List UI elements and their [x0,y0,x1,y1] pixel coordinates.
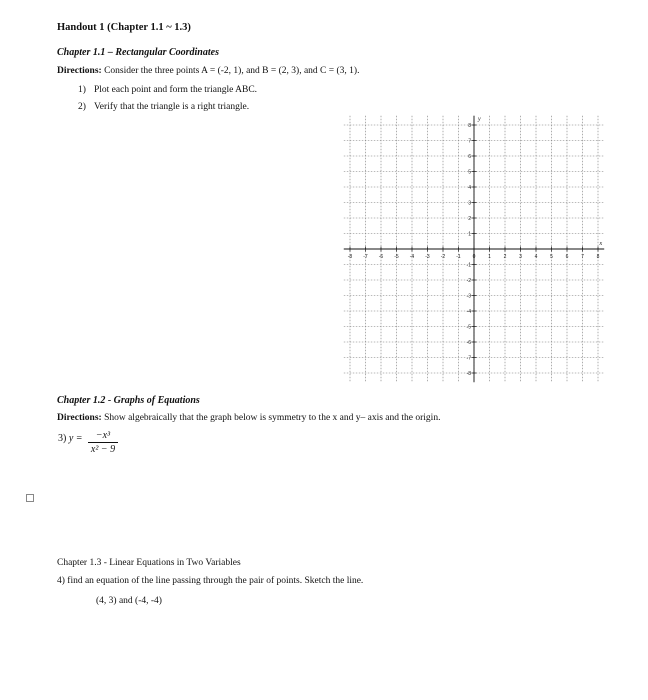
section3-problem: 4) find an equation of the line passing through the pair of points. Sketch the line. [57,576,364,586]
list-item [78,102,249,112]
directions-text: Consider the three points A = (-2, 1), and B = (2, 3), and C = (3, 1). [101,66,360,76]
y-tick-label: -4 [466,309,471,315]
section3-points: (4, 3) and (-4, -4) [96,596,162,606]
x-tick-label: -7 [363,254,368,260]
y-tick-label: -2 [466,278,471,284]
x-tick-label: 4 [534,254,538,260]
x-tick-label: 7 [581,254,584,260]
x-tick-label: 8 [596,254,600,260]
x-tick-label: 1 [488,254,491,260]
directions-label: Directions: [57,413,102,423]
y-tick-label: -7 [466,355,471,362]
x-tick-label: -8 [347,254,353,260]
section1-heading: Chapter 1.1 – Rectangular Coordinates [57,47,219,58]
y-tick-label: -8 [466,371,471,377]
y-tick-label: 6 [468,154,471,160]
y-tick-label: -1 [466,262,471,269]
y-tick-label: 7 [468,138,471,145]
x-tick-label: -3 [425,254,430,260]
x-tick-label: 0 [472,254,476,260]
x-tick-label: -1 [456,254,461,260]
y-tick-label: 8 [468,123,471,129]
item-text: Plot each point and form the triangle ABC. [94,85,258,95]
y-tick-label: -3 [466,293,471,300]
y-axis-label: y [478,116,481,123]
equation [58,433,83,444]
equation-fraction [88,430,118,455]
section3-heading: Chapter 1.3 - Linear Equations in Two Variables [57,558,241,568]
section2-heading: Chapter 1.2 - Graphs of Equations [57,395,200,406]
y-tick-label: 1 [468,231,471,238]
directions-label: Directions: [57,66,102,76]
y-tick-label: 4 [468,185,471,191]
page-title: Handout 1 (Chapter 1.1 ~ 1.3) [57,22,191,33]
checkbox[interactable] [26,494,34,502]
x-tick-label: -2 [440,254,446,260]
x-tick-label: 3 [519,254,522,260]
item-number: 2) [78,102,86,112]
y-tick-label: 2 [468,216,471,222]
list-item [78,85,257,95]
equation-lhs: y = [68,433,83,444]
item-number: 1) [78,85,86,95]
y-tick-label: 3 [468,200,471,207]
fraction-denominator: x² − 9 [90,444,116,455]
x-axis-label: x [599,241,603,247]
directions-text: Show algebraically that the graph below is symmetry to the x and y– axis and the origin. [101,413,441,423]
y-tick-label: -6 [466,340,471,346]
y-tick-label: -5 [466,324,471,331]
x-tick-label: 2 [503,254,507,260]
fraction-numerator: −x³ [88,430,118,443]
x-tick-label: -4 [409,254,415,260]
x-tick-label: -6 [378,254,384,260]
section1-directions [57,66,359,76]
x-tick-label: 5 [550,254,553,260]
item-text: Verify that the triangle is a right triangle. [94,102,250,112]
problem-number: 3) [58,433,67,444]
x-tick-label: -5 [394,254,399,260]
coordinate-grid [343,112,605,385]
x-tick-label: 6 [565,254,569,260]
section2-directions [57,413,440,423]
y-tick-label: 5 [468,169,471,176]
